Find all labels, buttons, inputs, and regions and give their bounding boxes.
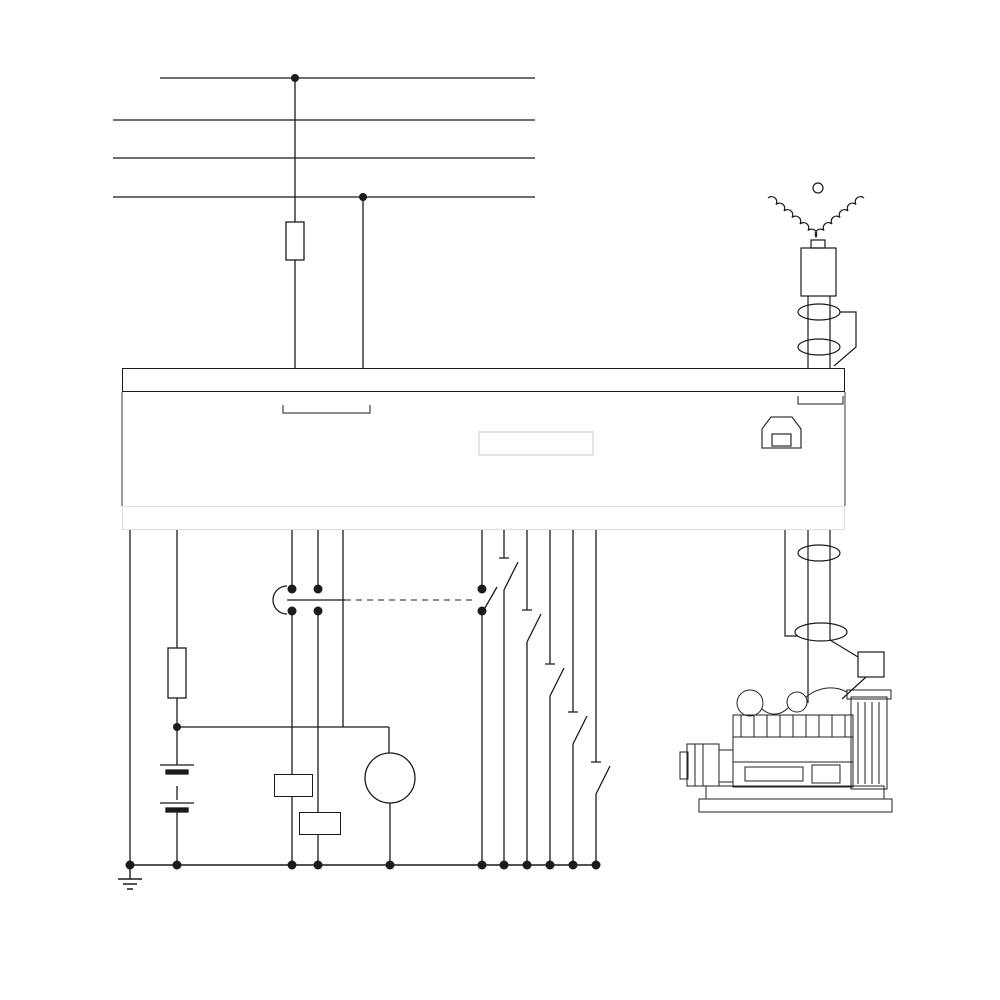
module-outline (122, 392, 845, 506)
gen-fuse-icon (286, 222, 304, 260)
gen-volts-bracket (283, 396, 843, 413)
fuel-output-box (274, 774, 313, 797)
charge-alt-icon (365, 753, 415, 803)
screen-loop-icon (798, 545, 840, 561)
emergency-stop-contact-icon (273, 586, 476, 614)
terminating-resistor-icon (858, 652, 884, 677)
turbo (787, 692, 807, 712)
screen-drain-wire (834, 312, 856, 366)
turbo (737, 690, 763, 716)
generator-lines (113, 78, 535, 368)
mag-pickup-drawing (768, 183, 864, 368)
engine-screen-wiring (785, 530, 884, 703)
usb-icon (762, 417, 801, 448)
anti-surge-fuse-icon (168, 648, 186, 698)
dc-wiring (118, 530, 610, 889)
mpu-tab (811, 240, 825, 248)
engine-illustration (680, 688, 892, 812)
timing-hole-icon (813, 183, 823, 193)
screen-loop-icon (798, 304, 840, 320)
radiator (851, 697, 887, 789)
mpu-body (801, 248, 836, 296)
gear-teeth-icon (768, 197, 864, 237)
screen-loop-icon (798, 339, 840, 355)
terminal-strip (122, 368, 845, 392)
crank-output-box (299, 812, 341, 835)
screen-loop-icon (795, 623, 847, 641)
